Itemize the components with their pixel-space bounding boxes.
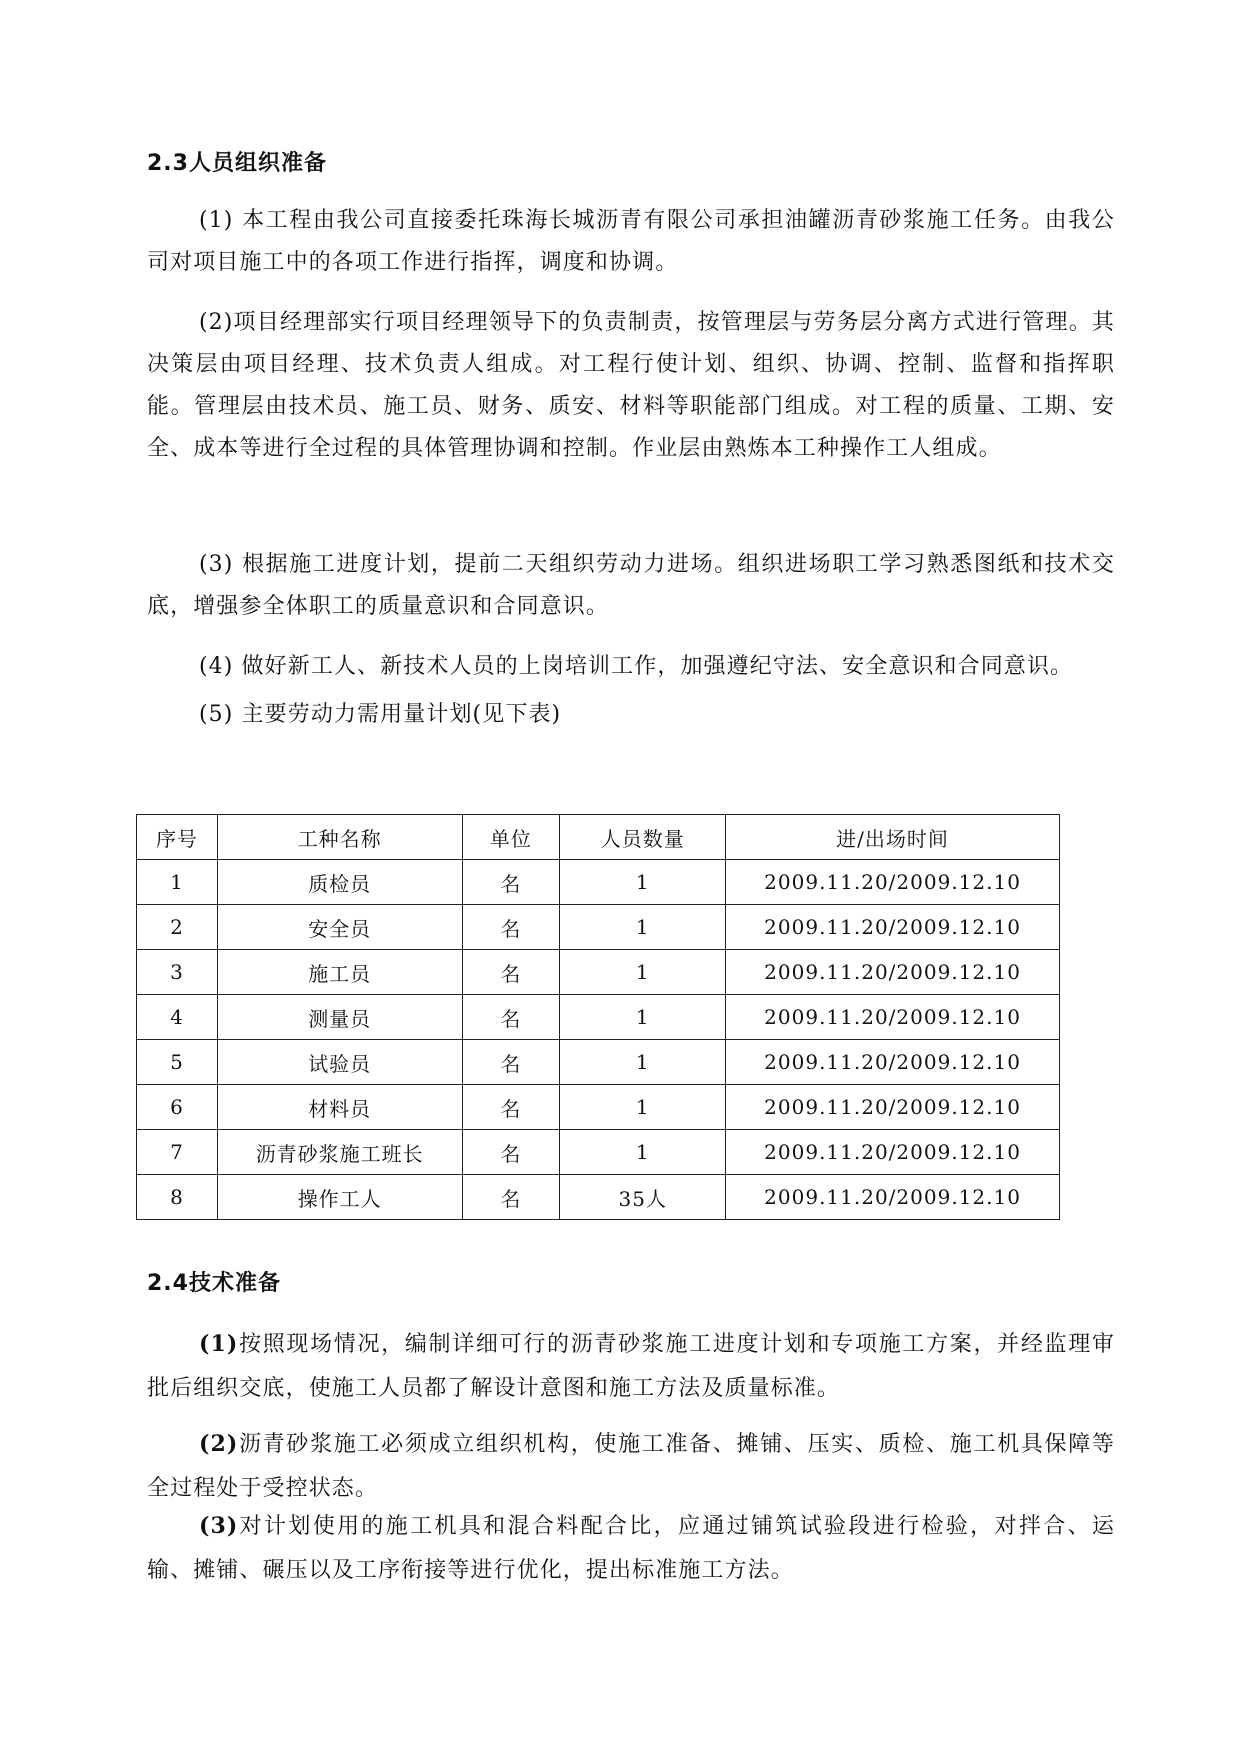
cell-quantity: 1 xyxy=(560,950,726,995)
header-quantity: 人员数量 xyxy=(560,815,726,860)
cell-trade: 沥青砂浆施工班长 xyxy=(217,1130,462,1175)
tech-item-3 xyxy=(147,1504,1115,1593)
section-heading-2-4: 2.4技术准备 xyxy=(147,1271,281,1296)
cell-quantity: 1 xyxy=(560,1130,726,1175)
paragraph-3: (3) 根据施工进度计划，提前二天组织劳动力进场。组织进场职工学习熟悉图纸和技术交底，增强参全体职工的质量意识和合同意识。 xyxy=(147,552,1115,619)
cell-unit: 名 xyxy=(462,860,560,905)
cell-trade: 材料员 xyxy=(217,1085,462,1130)
cell-trade: 操作工人 xyxy=(217,1175,462,1220)
cell-unit: 名 xyxy=(462,1175,560,1220)
tech-item-2 xyxy=(147,1422,1115,1511)
section-heading-2-3: 2.3人员组织准备 xyxy=(147,151,327,176)
cell-unit: 名 xyxy=(462,1130,560,1175)
tech-item-3-number: (3) xyxy=(199,1513,239,1539)
table-header-row xyxy=(137,815,1060,860)
cell-trade: 施工员 xyxy=(217,950,462,995)
labor-plan-table xyxy=(136,814,1060,1220)
cell-quantity: 1 xyxy=(560,905,726,950)
tech-item-1-number: (1) xyxy=(199,1331,239,1357)
cell-unit: 名 xyxy=(462,950,560,995)
cell-trade: 测量员 xyxy=(217,995,462,1040)
table-row xyxy=(137,995,1060,1040)
cell-period: 2009.11.20/2009.12.10 xyxy=(726,1085,1060,1130)
cell-period: 2009.11.20/2009.12.10 xyxy=(726,995,1060,1040)
cell-quantity: 1 xyxy=(560,860,726,905)
cell-period: 2009.11.20/2009.12.10 xyxy=(726,860,1060,905)
table-row xyxy=(137,1085,1060,1130)
cell-unit: 名 xyxy=(462,905,560,950)
cell-serial: 7 xyxy=(137,1130,218,1175)
paragraph-5: (5) 主要劳动力需用量计划(见下表) xyxy=(199,702,562,727)
paragraph-2: (2)项目经理部实行项目经理领导下的负责制责，按管理层与劳务层分离方式进行管理。其决策层由项目经理、技术负责人组成。对工程行使计划、组织、协调、控制、监督和指挥职能。管理层由技术员、施工员、财务、质安、材料等职能部门组成。对工程的质量、工期、安全、成本等进行全过程的具体管理协调和控制。作业层由熟炼本工种操作工人组成。 xyxy=(147,310,1115,461)
cell-quantity: 1 xyxy=(560,995,726,1040)
cell-quantity: 1 xyxy=(560,1040,726,1085)
tech-item-3-text: 对计划使用的施工机具和混合料配合比，应通过铺筑试验段进行检验，对拌合、运输、摊铺、碾压以及工序衔接等进行优化，提出标准施工方法。 xyxy=(147,1514,1115,1583)
cell-unit: 名 xyxy=(462,995,560,1040)
cell-serial: 2 xyxy=(137,905,218,950)
cell-period: 2009.11.20/2009.12.10 xyxy=(726,1130,1060,1175)
cell-unit: 名 xyxy=(462,1085,560,1130)
header-unit: 单位 xyxy=(462,815,560,860)
cell-serial: 8 xyxy=(137,1175,218,1220)
tech-item-1-text: 按照现场情况，编制详细可行的沥青砂浆施工进度计划和专项施工方案，并经监理审批后组织交底，使施工人员都了解设计意图和施工方法及质量标准。 xyxy=(147,1332,1115,1401)
cell-period: 2009.11.20/2009.12.10 xyxy=(726,1175,1060,1220)
cell-period: 2009.11.20/2009.12.10 xyxy=(726,950,1060,995)
header-serial: 序号 xyxy=(137,815,218,860)
tech-item-2-text: 沥青砂浆施工必须成立组织机构，使施工准备、摊铺、压实、质检、施工机具保障等全过程处于受控状态。 xyxy=(147,1432,1115,1501)
cell-trade: 质检员 xyxy=(217,860,462,905)
header-period: 进/出场时间 xyxy=(726,815,1060,860)
cell-serial: 5 xyxy=(137,1040,218,1085)
tech-item-1 xyxy=(147,1322,1115,1411)
table-row xyxy=(137,1130,1060,1175)
tech-item-2-number: (2) xyxy=(199,1431,239,1457)
cell-quantity: 35人 xyxy=(560,1175,726,1220)
paragraph-4: (4) 做好新工人、新技术人员的上岗培训工作，加强遵纪守法、安全意识和合同意识。 xyxy=(199,654,1074,679)
cell-serial: 1 xyxy=(137,860,218,905)
paragraph-1: (1) 本工程由我公司直接委托珠海长城沥青有限公司承担油罐沥青砂浆施工任务。由我公司对项目施工中的各项工作进行指挥，调度和协调。 xyxy=(147,208,1115,275)
table-row xyxy=(137,1040,1060,1085)
cell-serial: 4 xyxy=(137,995,218,1040)
cell-trade: 试验员 xyxy=(217,1040,462,1085)
table-row xyxy=(137,1175,1060,1220)
table-row xyxy=(137,860,1060,905)
cell-serial: 3 xyxy=(137,950,218,995)
table-row xyxy=(137,950,1060,995)
cell-unit: 名 xyxy=(462,1040,560,1085)
cell-serial: 6 xyxy=(137,1085,218,1130)
table-row xyxy=(137,905,1060,950)
cell-quantity: 1 xyxy=(560,1085,726,1130)
cell-period: 2009.11.20/2009.12.10 xyxy=(726,1040,1060,1085)
cell-period: 2009.11.20/2009.12.10 xyxy=(726,905,1060,950)
cell-trade: 安全员 xyxy=(217,905,462,950)
header-trade: 工种名称 xyxy=(217,815,462,860)
